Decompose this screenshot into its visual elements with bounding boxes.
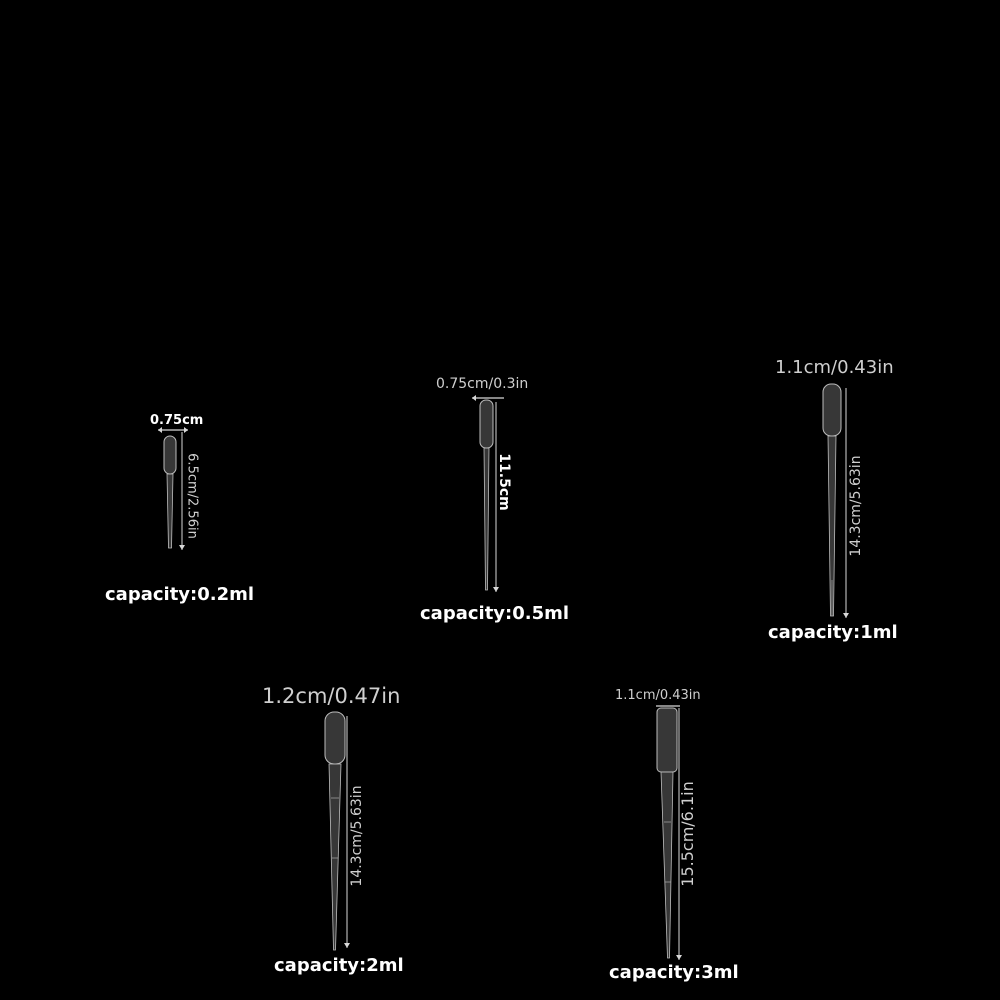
pipette-0.5ml-length-label: 11.5cm (496, 453, 512, 511)
pipette-3ml-width-label: 1.1cm/0.43in (615, 688, 701, 703)
pipette-1ml-width-label: 1.1cm/0.43in (775, 357, 894, 378)
pipette-2ml-length-label: 14.3cm/5.63in (349, 785, 365, 887)
pipette-2ml-capacity-label: capacity:2ml (274, 955, 404, 976)
pipette-0.5ml-capacity-label: capacity:0.5ml (420, 603, 570, 624)
pipette-0.5ml-width-label: 0.75cm/0.3in (436, 376, 529, 392)
pipette-1ml-capacity-label: capacity:1ml (768, 622, 898, 643)
pipette-0.2ml-capacity-label: capacity:0.2ml (105, 584, 255, 605)
pipette-1ml-length-label: 14.3cm/5.63in (848, 455, 864, 557)
pipette-3ml-capacity-label: capacity:3ml (609, 962, 739, 983)
pipette-0.2ml-length-label: 6.5cm/2.56in (184, 453, 200, 539)
pipette-0.2ml-width-label: 0.75cm (150, 413, 204, 428)
pipette-3ml-length-label: 15.5cm/6.1in (678, 781, 697, 887)
pipette-2ml-width-label: 1.2cm/0.47in (262, 684, 401, 708)
